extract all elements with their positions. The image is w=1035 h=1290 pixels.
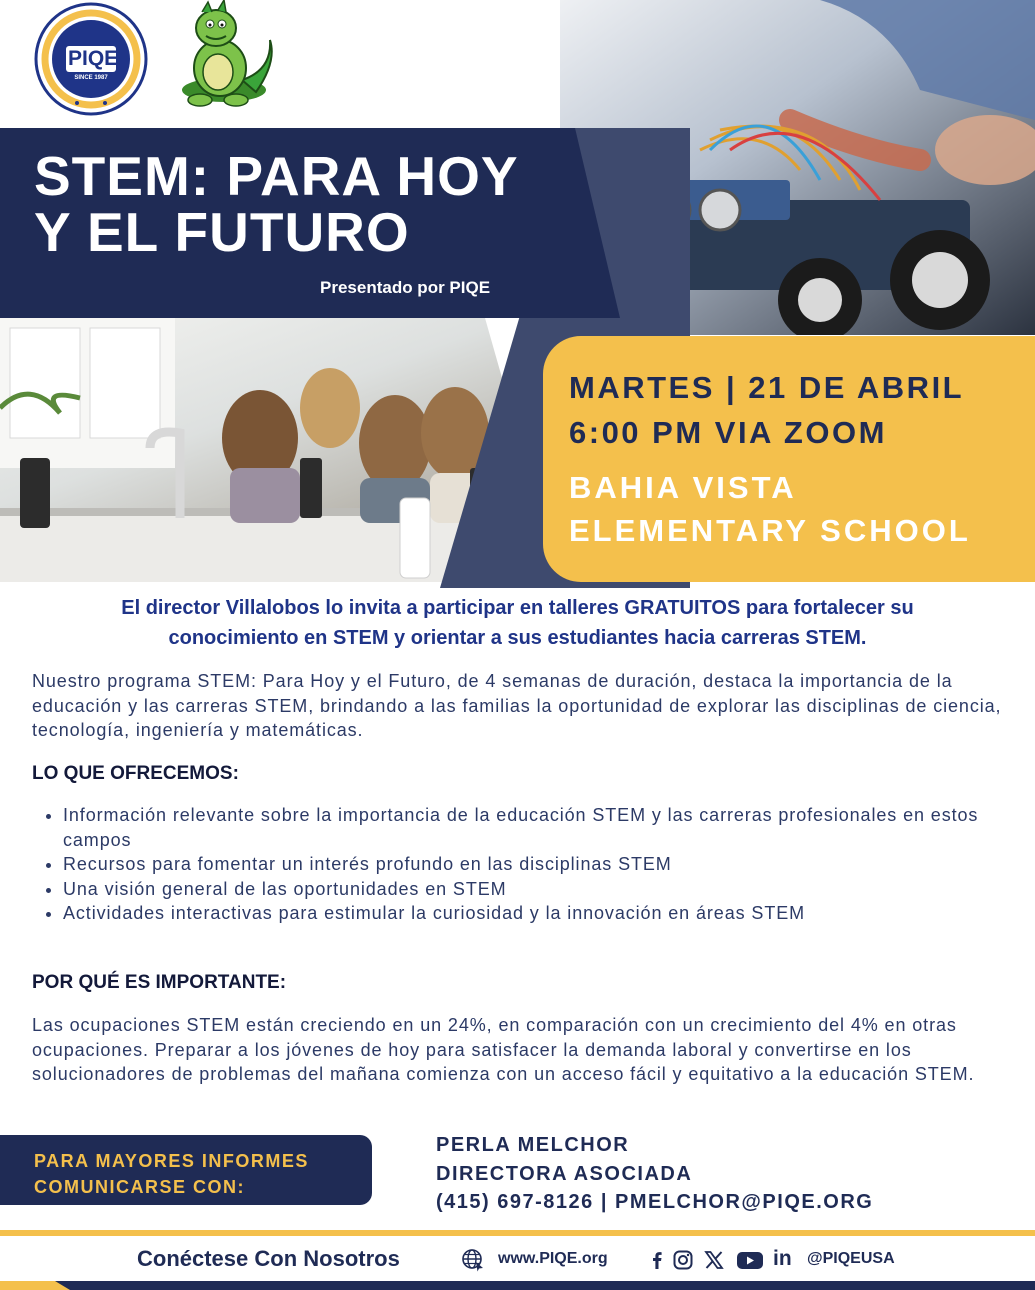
- dragon-mascot: [172, 0, 280, 110]
- contact-label-line-1: PARA MAYORES INFORMES: [34, 1151, 309, 1171]
- piqe-logo-since: SINCE 1987: [74, 75, 108, 81]
- piqe-logo: [30, 2, 152, 117]
- title-line-1: STEM: PARA HOY: [34, 145, 519, 207]
- intro-line-2: conocimiento en STEM y orientar a sus estudiantes hacia carreras STEM.: [168, 627, 867, 649]
- intro-invitation: [20, 593, 1015, 653]
- piqe-logo-text: PIQE: [68, 47, 119, 70]
- contact-phone-email[interactable]: (415) 697-8126 | PMELCHOR@PIQE.ORG: [436, 1191, 874, 1213]
- contact-name: PERLA MELCHOR: [436, 1134, 630, 1156]
- x-icon[interactable]: [703, 1249, 725, 1271]
- bottom-band: [0, 1281, 1035, 1290]
- connect-label: Conéctese Con Nosotros: [137, 1246, 400, 1271]
- offer-item: • Una visión general de las oportunidades en STEM: [63, 877, 983, 902]
- offer-item: • Actividades interactivas para estimular la curiosidad y la innovación en áreas STEM: [63, 901, 983, 926]
- event-date: MARTES | 21 DE ABRIL: [569, 370, 965, 405]
- contact-label: [34, 1148, 309, 1200]
- page-title: [34, 145, 594, 263]
- contact-role: DIRECTORA ASOCIADA: [436, 1162, 693, 1185]
- event-time: 6:00 PM VIA ZOOM: [569, 415, 887, 450]
- school-name-line-1: BAHIA VISTA: [569, 470, 797, 505]
- offer-list: [34, 803, 983, 926]
- offer-heading: LO QUE OFRECEMOS:: [32, 763, 239, 784]
- why-heading: POR QUÉ ES IMPORTANTE:: [32, 972, 287, 993]
- youtube-icon[interactable]: [736, 1249, 764, 1271]
- social-handle[interactable]: @PIQEUSA: [807, 1250, 895, 1267]
- contact-label-line-2: COMUNICARSE CON:: [34, 1177, 245, 1197]
- linkedin-icon[interactable]: in: [773, 1247, 792, 1270]
- footer-divider: [0, 1230, 1035, 1236]
- website-link[interactable]: www.PIQE.org: [498, 1250, 608, 1267]
- contact-info: [436, 1131, 873, 1217]
- presented-by: Presentado por PIQE: [320, 278, 491, 297]
- program-description: Nuestro programa STEM: Para Hoy y el Futuro, de 4 semanas de duración, destaca la importancia de la educación y las carreras STEM, brindando a las familias la oportunidad de explorar las disciplinas de ciencia, tecnología, ingeniería y matemáticas.: [32, 671, 1002, 740]
- facebook-icon[interactable]: [646, 1249, 668, 1271]
- intro-line-1: El director Villalobos lo invita a participar en talleres GRATUITOS para fortalecer su: [121, 597, 914, 619]
- globe-icon: [461, 1248, 485, 1272]
- school-name-line-2: ELEMENTARY SCHOOL: [569, 513, 971, 548]
- instagram-icon[interactable]: [672, 1249, 694, 1271]
- why-description: Las ocupaciones STEM están creciendo en un 24%, en comparación con un crecimiento del 4% en otras ocupaciones. Preparar a los jóvenes de hoy para satisfacer la demanda laboral y convertirse en los solucionadores de problemas del mañana comienza con un acceso fácil y equitativo a la educación STEM.: [32, 1015, 975, 1084]
- offer-item: • Información relevante sobre la importancia de la educación STEM y las carreras profesionales en estos campos: [63, 803, 983, 852]
- title-line-2: Y EL FUTURO: [34, 201, 410, 263]
- offer-item: • Recursos para fomentar un interés profundo en las disciplinas STEM: [63, 852, 983, 877]
